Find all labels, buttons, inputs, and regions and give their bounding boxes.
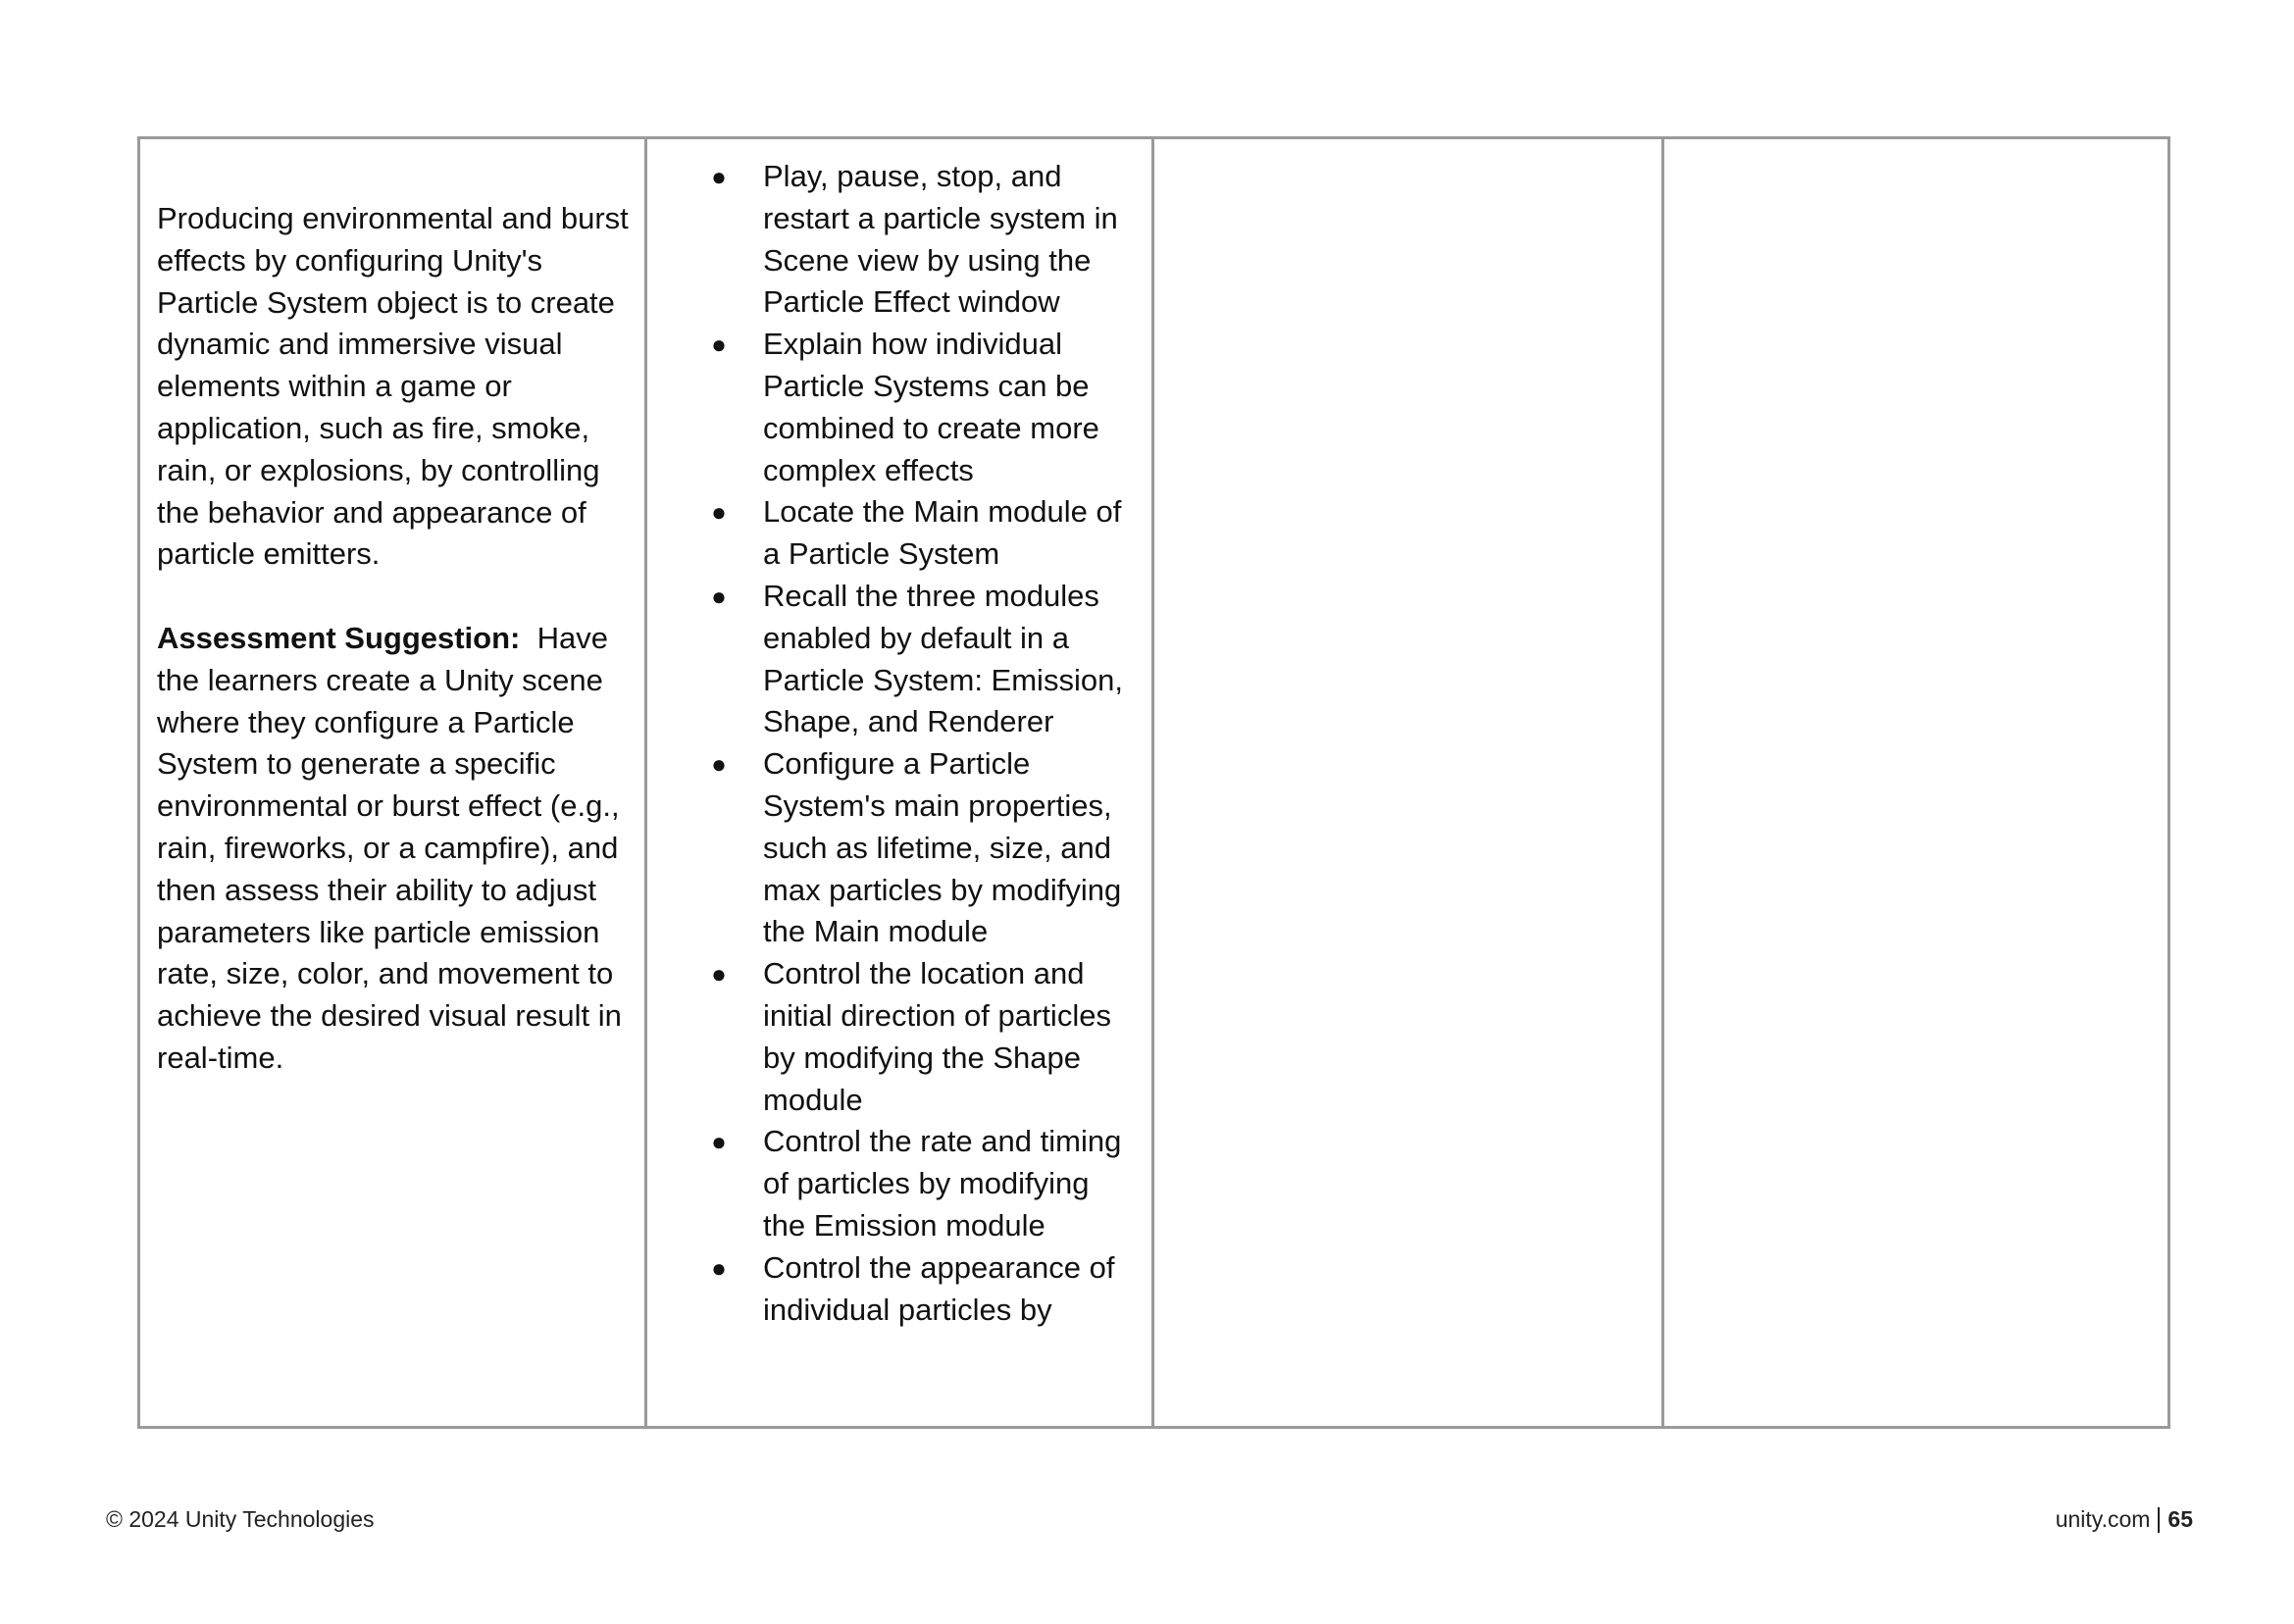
page-number: 65: [2167, 1506, 2193, 1532]
list-item-text: Locate the Main module of a Particle System: [763, 494, 1122, 572]
list-item: [704, 953, 1138, 1121]
bullet-icon: ●: [711, 581, 727, 611]
bullet-icon: ●: [711, 1127, 727, 1157]
list-item-text: Control the appearance of individual particles by: [763, 1249, 1115, 1327]
curriculum-table: [137, 136, 2170, 1429]
list-item: [704, 1121, 1138, 1246]
list-item: [704, 324, 1138, 491]
description-paragraph: Producing environmental and burst effects by configuring Unity's Particle System object is to create dynamic and immersive visual elements within a game or application, such as fire, smoke, rain, or explosions, by controlling the behavior and appearance of particle emitters.: [157, 201, 629, 572]
list-item-text: Control the location and initial direction of particles by modifying the Shape module: [763, 956, 1111, 1117]
assessment-paragraph: [157, 618, 631, 1080]
objectives-cell: [647, 139, 1154, 1426]
bullet-icon: ●: [711, 959, 727, 990]
list-item: [704, 491, 1138, 576]
list-item: [704, 156, 1138, 324]
bullet-icon: ●: [711, 1252, 727, 1283]
bullet-icon: ●: [711, 749, 727, 780]
footer-divider: [2158, 1507, 2160, 1533]
list-item-text: Control the rate and timing of particles by modifying the Emission module: [763, 1124, 1122, 1243]
list-item-text: Configure a Particle System's main properties, such as lifetime, size, and max particles by modifying the Main module: [763, 746, 1122, 949]
footer-site-link[interactable]: unity.com: [2055, 1506, 2151, 1532]
assessment-text: Have the learners create a Unity scene where they configure a Particle System to generate a specific environmental or burst effect (e.g., rain, fireworks, or a campfire), and then assess their ability to adjust parameters like particle emission rate, size, color, and movement to achieve the desired visual result in real-time.: [157, 620, 622, 1075]
description-cell: [140, 139, 647, 1426]
list-item-text: Play, pause, stop, and restart a particle system in Scene view by using the Particle Effect window: [763, 159, 1118, 320]
empty-cell-4: [1664, 139, 2167, 1426]
bullet-icon: ●: [711, 497, 727, 528]
bullet-icon: ●: [711, 162, 727, 191]
list-item: [704, 743, 1138, 953]
empty-cell-3: [1154, 139, 1664, 1426]
list-item-text: Explain how individual Particle Systems can be combined to create more complex effects: [763, 327, 1099, 487]
objectives-list: [704, 156, 1138, 1331]
bullet-icon: ●: [711, 330, 727, 360]
footer-page-info: [2056, 1506, 2193, 1533]
list-item: [704, 576, 1138, 743]
assessment-label: Assessment Suggestion:: [157, 620, 521, 655]
footer-copyright: © 2024 Unity Technologies: [106, 1506, 375, 1532]
list-item: [704, 1247, 1138, 1332]
list-item-text: Recall the three modules enabled by default in a Particle System: Emission, Shape, and Renderer: [763, 578, 1123, 739]
